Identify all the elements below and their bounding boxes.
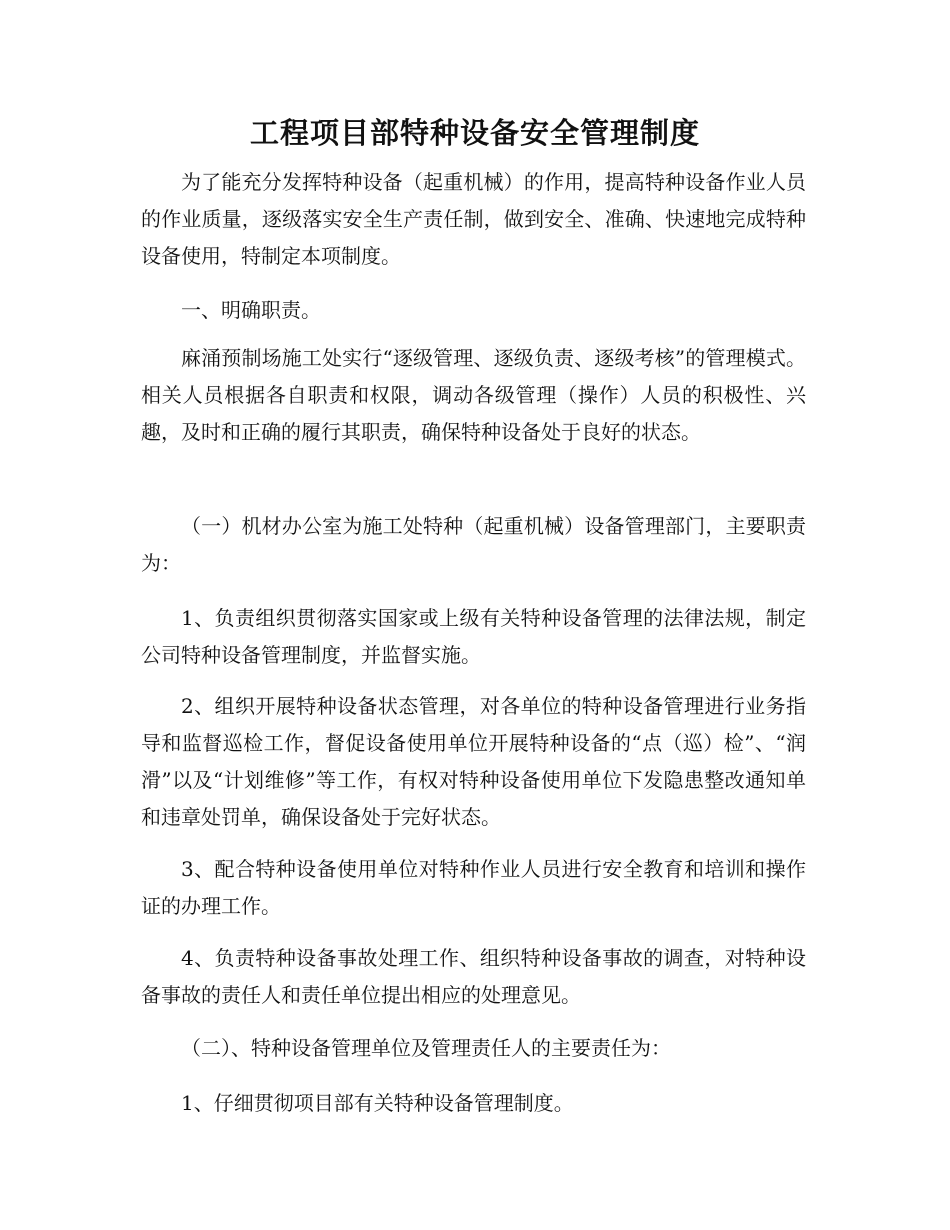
paragraph-management-mode: 麻涌预制场施工处实行“逐级管理、逐级负责、逐级考核”的管理模式。相关人员根据各自职责和权限，调动各级管理（操作）人员的积极性、兴趣，及时和正确的履行其职责，确保特种设备处于良好的状态。	[141, 346, 806, 444]
document-title: 工程项目部特种设备安全管理制度	[249, 116, 700, 150]
paragraph-duty-4: 4、负责特种设备事故处理工作、组织特种设备事故的调查，对特种设备事故的责任人和责任单位提出相应的处理意见。	[141, 946, 806, 1007]
paragraph-subsection-2-heading: （二）、特种设备管理单位及管理责任人的主要责任为：	[181, 1036, 671, 1060]
paragraph-subsection-1-heading: （一）机材办公室为施工处特种（起重机械）设备管理部门，主要职责为：	[141, 514, 806, 575]
paragraph-responsibility-1: 1、仔细贯彻项目部有关特种设备管理制度。	[181, 1091, 574, 1115]
paragraph-section-1-heading: 一、明确职责。	[181, 298, 321, 322]
paragraph-duty-2: 2、组织开展特种设备状态管理，对各单位的特种设备管理进行业务指导和监督巡检工作，督促设备使用单位开展特种设备的“点（巡）检”、“润滑”以及“计划维修”等工作，有权对特种设备使用单位下发隐患整改通知单和违章处罚单，确保设备处于完好状态。	[141, 694, 806, 829]
paragraph-duty-3: 3、配合特种设备使用单位对特种作业人员进行安全教育和培训和操作证的办理工作。	[141, 857, 806, 918]
paragraph-intro: 为了能充分发挥特种设备（起重机械）的作用，提高特种设备作业人员的作业质量，逐级落实安全生产责任制，做到安全、准确、快速地完成特种设备使用，特制定本项制度。	[141, 170, 806, 268]
paragraph-duty-1: 1、负责组织贯彻落实国家或上级有关特种设备管理的法律法规，制定公司特种设备管理制度，并监督实施。	[141, 606, 806, 667]
